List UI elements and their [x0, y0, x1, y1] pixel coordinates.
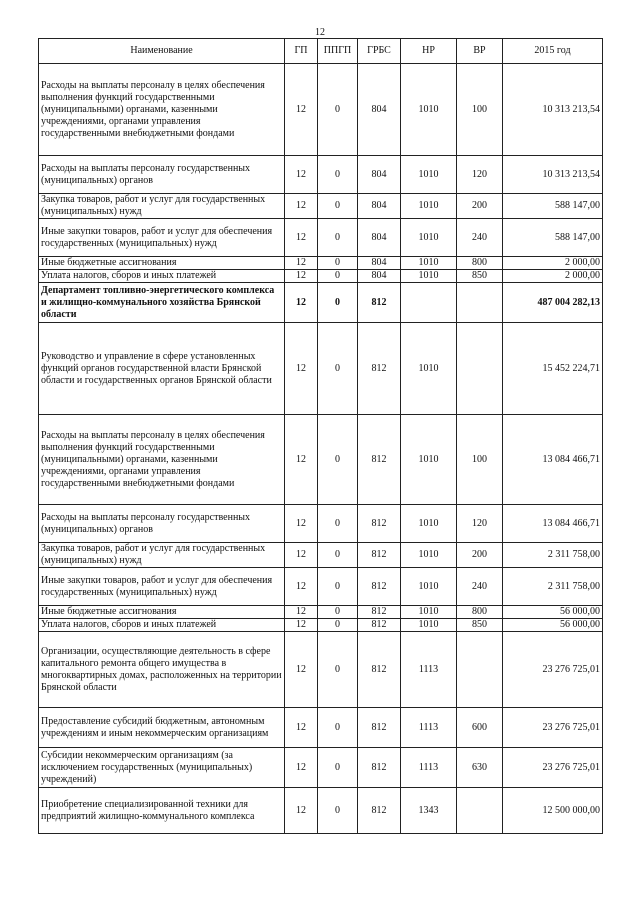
row-name: Закупка товаров, работ и услуг для государственных (муниципальных) нужд — [39, 194, 285, 219]
row-name: Уплата налогов, сборов и иных платежей — [39, 270, 285, 283]
row-name: Предоставление субсидий бюджетным, автономным учреждениям и иным некоммерческим организациям — [39, 708, 285, 748]
row-ppgp: 0 — [318, 632, 358, 708]
row-gp: 12 — [285, 219, 318, 257]
row-ppgp: 0 — [318, 708, 358, 748]
row-gp: 12 — [285, 568, 318, 606]
header-name: Наименование — [39, 39, 285, 64]
row-gp: 12 — [285, 257, 318, 270]
row-gp: 12 — [285, 619, 318, 632]
header-ppgp: ППГП — [318, 39, 358, 64]
row-nr — [401, 283, 457, 323]
row-grbs: 812 — [358, 415, 401, 505]
row-nr: 1343 — [401, 788, 457, 834]
row-vr: 800 — [457, 606, 503, 619]
row-grbs: 812 — [358, 323, 401, 415]
row-name: Приобретение специализированной техники для предприятий жилищно-коммунального комплекса — [39, 788, 285, 834]
row-amount: 23 276 725,01 — [503, 632, 603, 708]
table-row — [39, 415, 603, 505]
row-amount: 56 000,00 — [503, 606, 603, 619]
row-amount: 15 452 224,71 — [503, 323, 603, 415]
row-gp: 12 — [285, 543, 318, 568]
row-vr: 120 — [457, 505, 503, 543]
row-name: Иные закупки товаров, работ и услуг для обеспечения государственных (муниципальных) нужд — [39, 219, 285, 257]
row-ppgp: 0 — [318, 270, 358, 283]
row-grbs: 804 — [358, 156, 401, 194]
row-amount: 56 000,00 — [503, 619, 603, 632]
row-vr: 100 — [457, 64, 503, 156]
header-gp: ГП — [285, 39, 318, 64]
row-gp: 12 — [285, 708, 318, 748]
row-name: Расходы на выплаты персоналу государственных (муниципальных) органов — [39, 156, 285, 194]
row-grbs: 804 — [358, 219, 401, 257]
table-row — [39, 257, 603, 270]
row-nr: 1010 — [401, 219, 457, 257]
row-grbs: 812 — [358, 505, 401, 543]
header-year: 2015 год — [503, 39, 603, 64]
row-grbs: 812 — [358, 748, 401, 788]
table-header-row — [39, 39, 603, 64]
row-nr: 1010 — [401, 64, 457, 156]
row-grbs: 812 — [358, 543, 401, 568]
row-ppgp: 0 — [318, 505, 358, 543]
row-amount: 23 276 725,01 — [503, 748, 603, 788]
row-grbs: 812 — [358, 788, 401, 834]
row-ppgp: 0 — [318, 283, 358, 323]
row-gp: 12 — [285, 632, 318, 708]
row-vr: 200 — [457, 194, 503, 219]
row-vr — [457, 283, 503, 323]
table-row — [39, 194, 603, 219]
row-name: Департамент топливно-энергетического комплекса и жилищно-коммунального хозяйства Брянской области — [39, 283, 285, 323]
row-gp: 12 — [285, 194, 318, 219]
row-grbs: 812 — [358, 568, 401, 606]
header-vr: ВР — [457, 39, 503, 64]
row-name: Иные бюджетные ассигнования — [39, 606, 285, 619]
row-vr: 120 — [457, 156, 503, 194]
table-row — [39, 748, 603, 788]
row-nr: 1113 — [401, 708, 457, 748]
row-amount: 487 004 282,13 — [503, 283, 603, 323]
row-amount: 588 147,00 — [503, 219, 603, 257]
row-gp: 12 — [285, 64, 318, 156]
row-nr: 1010 — [401, 543, 457, 568]
row-grbs: 804 — [358, 257, 401, 270]
row-grbs: 812 — [358, 283, 401, 323]
row-grbs: 812 — [358, 632, 401, 708]
row-nr: 1113 — [401, 748, 457, 788]
page-number: 12 — [315, 27, 325, 38]
row-vr: 600 — [457, 708, 503, 748]
table-row — [39, 568, 603, 606]
row-gp: 12 — [285, 788, 318, 834]
row-gp: 12 — [285, 270, 318, 283]
row-nr: 1010 — [401, 323, 457, 415]
row-ppgp: 0 — [318, 606, 358, 619]
row-grbs: 804 — [358, 194, 401, 219]
row-nr: 1010 — [401, 606, 457, 619]
row-amount: 2 000,00 — [503, 257, 603, 270]
row-amount: 13 084 466,71 — [503, 505, 603, 543]
row-vr: 630 — [457, 748, 503, 788]
row-gp: 12 — [285, 748, 318, 788]
row-nr: 1010 — [401, 194, 457, 219]
row-ppgp: 0 — [318, 323, 358, 415]
row-vr: 240 — [457, 568, 503, 606]
row-amount: 588 147,00 — [503, 194, 603, 219]
row-vr: 800 — [457, 257, 503, 270]
row-nr: 1010 — [401, 270, 457, 283]
row-amount: 2 000,00 — [503, 270, 603, 283]
row-gp: 12 — [285, 156, 318, 194]
row-name: Расходы на выплаты персоналу государственных (муниципальных) органов — [39, 505, 285, 543]
row-nr: 1010 — [401, 568, 457, 606]
row-vr — [457, 632, 503, 708]
row-ppgp: 0 — [318, 543, 358, 568]
row-grbs: 804 — [358, 64, 401, 156]
row-nr: 1113 — [401, 632, 457, 708]
table-row — [39, 219, 603, 257]
row-gp: 12 — [285, 323, 318, 415]
table-row — [39, 64, 603, 156]
budget-table — [38, 38, 603, 834]
table-row — [39, 708, 603, 748]
row-nr: 1010 — [401, 257, 457, 270]
table-row — [39, 543, 603, 568]
table-row — [39, 619, 603, 632]
row-vr — [457, 788, 503, 834]
row-ppgp: 0 — [318, 156, 358, 194]
row-nr: 1010 — [401, 415, 457, 505]
row-amount: 23 276 725,01 — [503, 708, 603, 748]
row-ppgp: 0 — [318, 568, 358, 606]
row-vr — [457, 323, 503, 415]
row-grbs: 812 — [358, 708, 401, 748]
row-vr: 850 — [457, 270, 503, 283]
row-vr: 240 — [457, 219, 503, 257]
row-amount: 10 313 213,54 — [503, 156, 603, 194]
table-row — [39, 505, 603, 543]
row-name: Организации, осуществляющие деятельность в сфере капитального ремонта общего имущества в многоквартирных домах, расположенных на территории Брянской области — [39, 632, 285, 708]
row-name: Уплата налогов, сборов и иных платежей — [39, 619, 285, 632]
table-row — [39, 156, 603, 194]
row-ppgp: 0 — [318, 788, 358, 834]
row-name: Иные бюджетные ассигнования — [39, 257, 285, 270]
row-name: Субсидии некоммерческим организациям (за исключением государственных (муниципальных) учреждений) — [39, 748, 285, 788]
row-nr: 1010 — [401, 505, 457, 543]
row-name: Расходы на выплаты персоналу в целях обеспечения выполнения функций государственными (муниципальными) органами, казенными учреждениями, органами управления государственными внебюджетными фондами — [39, 415, 285, 505]
row-name: Расходы на выплаты персоналу в целях обеспечения выполнения функций государственными (муниципальными) органами, казенными учреждениями, органами управления государственными внебюджетными фондами — [39, 64, 285, 156]
row-grbs: 812 — [358, 619, 401, 632]
row-gp: 12 — [285, 505, 318, 543]
row-name: Закупка товаров, работ и услуг для государственных (муниципальных) нужд — [39, 543, 285, 568]
row-ppgp: 0 — [318, 619, 358, 632]
row-amount: 10 313 213,54 — [503, 64, 603, 156]
row-amount: 2 311 758,00 — [503, 568, 603, 606]
row-vr: 200 — [457, 543, 503, 568]
row-amount: 13 084 466,71 — [503, 415, 603, 505]
row-nr: 1010 — [401, 619, 457, 632]
row-grbs: 804 — [358, 270, 401, 283]
row-ppgp: 0 — [318, 194, 358, 219]
table-row — [39, 323, 603, 415]
row-ppgp: 0 — [318, 219, 358, 257]
row-name: Иные закупки товаров, работ и услуг для обеспечения государственных (муниципальных) нужд — [39, 568, 285, 606]
row-ppgp: 0 — [318, 415, 358, 505]
row-gp: 12 — [285, 606, 318, 619]
header-grbs: ГРБС — [358, 39, 401, 64]
row-ppgp: 0 — [318, 64, 358, 156]
row-gp: 12 — [285, 283, 318, 323]
table-row — [39, 270, 603, 283]
table-row — [39, 283, 603, 323]
row-ppgp: 0 — [318, 257, 358, 270]
row-vr: 100 — [457, 415, 503, 505]
row-grbs: 812 — [358, 606, 401, 619]
row-vr: 850 — [457, 619, 503, 632]
table-row — [39, 632, 603, 708]
row-ppgp: 0 — [318, 748, 358, 788]
row-amount: 12 500 000,00 — [503, 788, 603, 834]
row-gp: 12 — [285, 415, 318, 505]
row-name: Руководство и управление в сфере установленных функций органов государственной власти Брянской области и государственных органов Брянской области — [39, 323, 285, 415]
row-nr: 1010 — [401, 156, 457, 194]
table-row — [39, 788, 603, 834]
table-row — [39, 606, 603, 619]
row-amount: 2 311 758,00 — [503, 543, 603, 568]
header-nr: НР — [401, 39, 457, 64]
